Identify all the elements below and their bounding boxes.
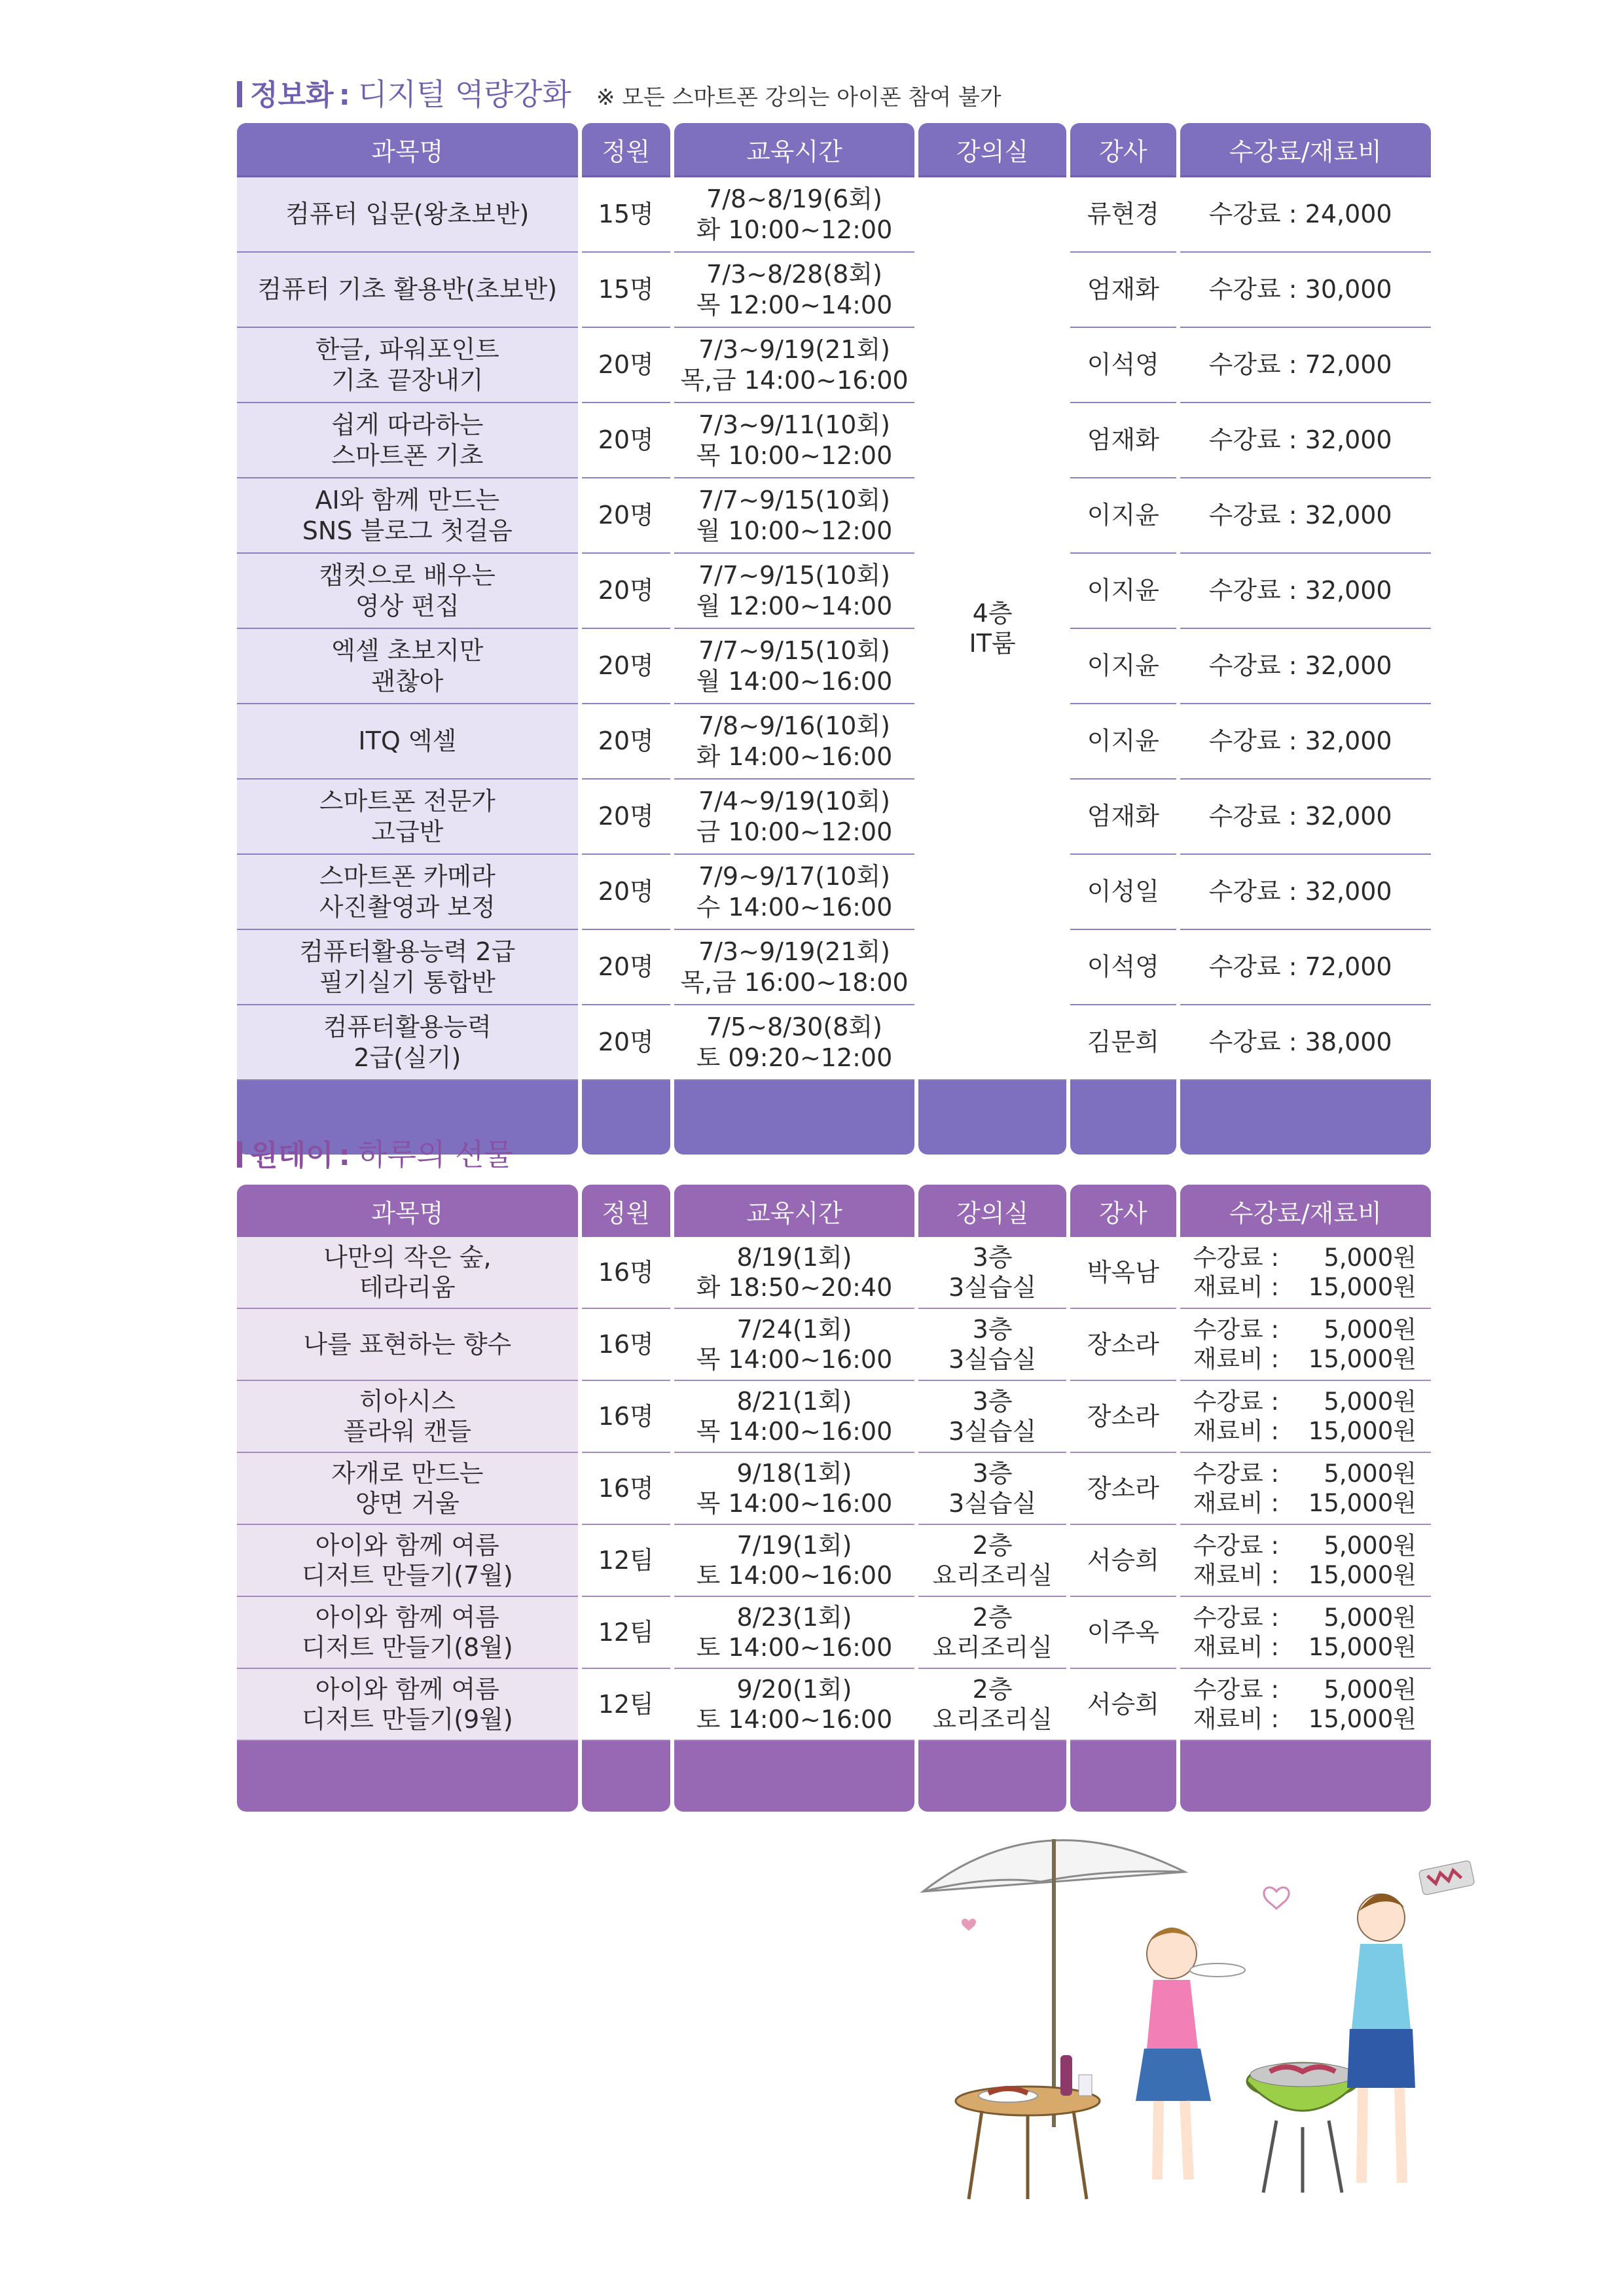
section1-table: [233, 123, 1435, 1155]
schedule: [674, 403, 914, 478]
fee-label: 수강료 :: [1193, 1243, 1280, 1272]
schedule-line: 금 10:00~12:00: [696, 817, 893, 846]
footer-cell: [674, 1741, 914, 1812]
classroom: [918, 1669, 1066, 1741]
course-name-line: 디저트 만들기(9월): [301, 1705, 513, 1734]
fee: 수강료 : 32,000: [1180, 780, 1431, 855]
schedule: [674, 478, 914, 554]
fee-label: 수강료 :: [1193, 1675, 1280, 1704]
footer-cell: [918, 1081, 1066, 1155]
schedule-line: 7/8~8/19(6회): [706, 185, 882, 214]
course-name: [237, 175, 578, 253]
classroom-line: 2층: [972, 1530, 1013, 1560]
capacity: 20명: [582, 554, 670, 629]
schedule-line: 월 12:00~14:00: [696, 591, 893, 620]
header-capacity: 정원: [582, 1185, 670, 1237]
course-name: [237, 780, 578, 855]
fee-label: 재료비 :: [1193, 1489, 1280, 1517]
fee-amount: 15,000원: [1308, 1705, 1416, 1733]
teacher: 엄재화: [1070, 253, 1176, 328]
fee-amount: 5,000원: [1324, 1387, 1416, 1416]
schedule: [674, 1381, 914, 1453]
course-name-line: 컴퓨터활용능력 2급: [299, 937, 516, 967]
course-name: [237, 554, 578, 629]
schedule: [674, 1237, 914, 1309]
classroom: [918, 1309, 1066, 1381]
teacher: 이지윤: [1070, 478, 1176, 554]
capacity: 16명: [582, 1381, 670, 1453]
course-name-line: 캡컷으로 배우는: [319, 561, 496, 590]
course-name-line: 나만의 작은 숲,: [323, 1242, 492, 1272]
capacity: 15명: [582, 253, 670, 328]
course-name: [237, 1237, 578, 1309]
schedule-line: 7/7~9/15(10회): [698, 561, 890, 590]
classroom: [918, 1597, 1066, 1669]
course-name-line: 디저트 만들기(7월): [301, 1561, 513, 1590]
title-bar-mark: [237, 81, 242, 107]
schedule-line: 목 14:00~16:00: [696, 1345, 893, 1374]
header-fee: 수강료/재료비: [1180, 123, 1431, 175]
capacity: 12팀: [582, 1525, 670, 1597]
header-capacity: 정원: [582, 123, 670, 175]
course-name: [237, 1381, 578, 1453]
schedule-line: 7/5~8/30(8회): [706, 1013, 882, 1042]
schedule-line: 목 12:00~14:00: [696, 290, 893, 319]
fee: 수강료 : 32,000: [1180, 478, 1431, 554]
course-name: [237, 403, 578, 478]
teacher: 이지윤: [1070, 704, 1176, 780]
schedule: [674, 704, 914, 780]
header-teacher: 강사: [1070, 1185, 1176, 1237]
classroom-line: 3층: [972, 1242, 1013, 1272]
table-row: [237, 1669, 1431, 1741]
course-name-line: 한글, 파워포인트: [315, 335, 499, 365]
schedule-line: 7/7~9/15(10회): [698, 486, 890, 515]
course-name: [237, 1453, 578, 1525]
teacher: 장소라: [1070, 1453, 1176, 1525]
fee: 수강료 : 32,000: [1180, 403, 1431, 478]
schedule: [674, 1597, 914, 1669]
course-name-line: 고급반: [371, 817, 444, 846]
table-row: [237, 780, 1431, 855]
course-name-line: 히아시스: [359, 1386, 456, 1416]
header-fee: 수강료/재료비: [1180, 1185, 1431, 1237]
section2-title-sub: 하루의 선물: [358, 1137, 513, 1172]
schedule-line: 9/18(1회): [736, 1458, 852, 1488]
course-name-line: 괜찮아: [371, 666, 444, 696]
classroom-line: 3층: [972, 1458, 1013, 1488]
fee-label: 재료비 :: [1193, 1345, 1280, 1373]
teacher: 김문희: [1070, 1005, 1176, 1081]
section2-header-row: [237, 1185, 1431, 1237]
section1-title-sub: 디지털 역량강화: [358, 77, 571, 112]
classroom-line: 요리조리실: [932, 1633, 1053, 1662]
fee-label: 수강료 :: [1193, 1387, 1280, 1416]
course-name-line: 컴퓨터 입문(왕초보반): [285, 200, 530, 229]
fee-amount: 15,000원: [1308, 1417, 1416, 1445]
table-row: [237, 403, 1431, 478]
fee-line: [1193, 1603, 1427, 1632]
table-row: [237, 328, 1431, 403]
table-row: [237, 1005, 1431, 1081]
course-name: [237, 704, 578, 780]
course-name-line: 컴퓨터활용능력: [323, 1013, 492, 1042]
course-name: [237, 930, 578, 1005]
course-name-line: 나를 표현하는 향수: [303, 1329, 512, 1359]
schedule-line: 목,금 14:00~16:00: [680, 365, 909, 395]
schedule: [674, 175, 914, 253]
schedule-line: 화 18:50~20:40: [696, 1273, 893, 1302]
classroom-line: 3실습실: [948, 1345, 1037, 1374]
classroom-line: 4층: [972, 598, 1013, 628]
classroom: [918, 175, 1066, 1081]
schedule-line: 7/9~9/17(10회): [698, 862, 890, 891]
schedule: [674, 930, 914, 1005]
schedule: [674, 554, 914, 629]
section2-title-strong: 원데이: [250, 1139, 334, 1172]
header-time: 교육시간: [674, 123, 914, 175]
fee: [1180, 1453, 1431, 1525]
fee-line: [1193, 1459, 1427, 1488]
fee: 수강료 : 30,000: [1180, 253, 1431, 328]
footer-cell: [582, 1081, 670, 1155]
fee-line: [1193, 1416, 1427, 1446]
schedule-line: 목 14:00~16:00: [696, 1489, 893, 1518]
title-bar-mark: [237, 1141, 242, 1168]
fee: 수강료 : 38,000: [1180, 1005, 1431, 1081]
course-name-line: 사진촬영과 보정: [319, 892, 496, 922]
schedule-line: 목,금 16:00~18:00: [680, 967, 909, 997]
footer-cell: [918, 1741, 1066, 1812]
fee: [1180, 1381, 1431, 1453]
course-name-line: 쉽게 따라하는: [331, 410, 484, 440]
schedule-line: 7/19(1회): [736, 1530, 852, 1560]
teacher: 서승희: [1070, 1669, 1176, 1741]
teacher: 엄재화: [1070, 403, 1176, 478]
classroom: [918, 1453, 1066, 1525]
course-name: [237, 478, 578, 554]
teacher: 류현경: [1070, 175, 1176, 253]
course-name-line: 스마트폰 카메라: [319, 862, 496, 891]
capacity: 12팀: [582, 1669, 670, 1741]
footer-cell: [1180, 1741, 1431, 1812]
course-name: [237, 1309, 578, 1381]
table-row: [237, 704, 1431, 780]
capacity: 20명: [582, 930, 670, 1005]
classroom: [918, 1525, 1066, 1597]
classroom-line: IT룸: [969, 629, 1016, 658]
classroom-line: 3실습실: [948, 1489, 1037, 1518]
schedule-line: 월 14:00~16:00: [696, 666, 893, 696]
fee-line: [1193, 1387, 1427, 1416]
fee: 수강료 : 72,000: [1180, 328, 1431, 403]
classroom-line: 2층: [972, 1602, 1013, 1632]
schedule: [674, 629, 914, 704]
teacher: 이석영: [1070, 328, 1176, 403]
teacher: 이석영: [1070, 930, 1176, 1005]
capacity: 20명: [582, 629, 670, 704]
fee-line: [1193, 1704, 1427, 1734]
classroom: [918, 1381, 1066, 1453]
table-row: [237, 1525, 1431, 1597]
table-row: [237, 855, 1431, 930]
schedule-line: 7/3~8/28(8회): [706, 260, 882, 289]
course-name-line: 디저트 만들기(8월): [301, 1633, 513, 1662]
schedule-line: 월 10:00~12:00: [696, 516, 893, 545]
capacity: 16명: [582, 1309, 670, 1381]
footer-cell: [1070, 1741, 1176, 1812]
fee: 수강료 : 32,000: [1180, 554, 1431, 629]
fee-label: 수강료 :: [1193, 1315, 1280, 1344]
schedule-line: 8/19(1회): [736, 1242, 852, 1272]
course-name: [237, 1005, 578, 1081]
table-row: [237, 253, 1431, 328]
course-name: [237, 629, 578, 704]
course-name-line: 스마트폰 기초: [331, 440, 484, 470]
schedule-line: 7/7~9/15(10회): [698, 636, 890, 666]
table-row: [237, 478, 1431, 554]
course-name: [237, 1525, 578, 1597]
schedule-line: 7/3~9/19(21회): [698, 937, 890, 967]
fee-line: [1193, 1243, 1427, 1272]
schedule-line: 토 14:00~16:00: [696, 1633, 893, 1662]
fee: 수강료 : 32,000: [1180, 704, 1431, 780]
header-course: 과목명: [237, 1185, 578, 1237]
section1-title: [237, 71, 1001, 114]
course-name-line: 기초 끝장내기: [331, 365, 484, 395]
schedule: [674, 855, 914, 930]
table-row: [237, 1381, 1431, 1453]
fee-line: [1193, 1560, 1427, 1590]
fee-line: [1193, 1488, 1427, 1518]
schedule: [674, 1309, 914, 1381]
course-name-line: 양면 거울: [355, 1489, 460, 1518]
course-name-line: 2급(실기): [353, 1043, 461, 1072]
table-row: [237, 1597, 1431, 1669]
course-name-line: 컴퓨터 기초 활용반(초보반): [257, 275, 558, 304]
classroom-line: 3실습실: [948, 1417, 1037, 1446]
schedule: [674, 1669, 914, 1741]
schedule-line: 7/3~9/19(21회): [698, 335, 890, 365]
table-row: [237, 1237, 1431, 1309]
capacity: 20명: [582, 704, 670, 780]
footer-cell: [1180, 1081, 1431, 1155]
section2-table: [233, 1185, 1435, 1812]
section2-title-colon: :: [338, 1139, 351, 1172]
fee-label: 수강료 :: [1193, 1531, 1280, 1560]
footer-cell: [674, 1081, 914, 1155]
course-name-line: 엑셀 초보지만: [331, 636, 484, 666]
course-name-line: 영상 편집: [355, 591, 460, 620]
classroom-line: 3층: [972, 1314, 1013, 1344]
fee-amount: 5,000원: [1324, 1603, 1416, 1632]
table-row: [237, 930, 1431, 1005]
table-row: [237, 1309, 1431, 1381]
course-name: [237, 328, 578, 403]
schedule: [674, 328, 914, 403]
schedule-line: 8/23(1회): [736, 1602, 852, 1632]
table-row: [237, 629, 1431, 704]
capacity: 15명: [582, 175, 670, 253]
capacity: 20명: [582, 1005, 670, 1081]
classroom-line: 3층: [972, 1386, 1013, 1416]
teacher: 엄재화: [1070, 780, 1176, 855]
table-footer-bar: [237, 1741, 1431, 1812]
fee-label: 수강료 :: [1193, 1459, 1280, 1488]
course-name-line: AI와 함께 만드는: [315, 486, 500, 515]
schedule-line: 화 14:00~16:00: [696, 742, 893, 771]
teacher: 이주옥: [1070, 1597, 1176, 1669]
fee-amount: 5,000원: [1324, 1243, 1416, 1272]
fee-amount: 5,000원: [1324, 1531, 1416, 1560]
header-teacher: 강사: [1070, 123, 1176, 175]
fee-label: 수강료 :: [1193, 1603, 1280, 1632]
schedule-line: 7/3~9/11(10회): [698, 410, 890, 440]
fee-label: 재료비 :: [1193, 1417, 1280, 1445]
header-room: 강의실: [918, 123, 1066, 175]
teacher: 장소라: [1070, 1309, 1176, 1381]
schedule-line: 토 09:20~12:00: [696, 1043, 893, 1072]
teacher: 이지윤: [1070, 554, 1176, 629]
section1-note: ※ 모든 스마트폰 강의는 아이폰 참여 불가: [596, 84, 1001, 111]
table-row: [237, 1453, 1431, 1525]
course-name-line: SNS 블로그 첫걸음: [302, 516, 513, 545]
fee-amount: 15,000원: [1308, 1633, 1416, 1661]
fee: 수강료 : 32,000: [1180, 629, 1431, 704]
classroom-line: 요리조리실: [932, 1705, 1053, 1734]
teacher: 박옥남: [1070, 1237, 1176, 1309]
fee: [1180, 1525, 1431, 1597]
course-name-line: 테라리움: [359, 1273, 456, 1302]
header-time: 교육시간: [674, 1185, 914, 1237]
fee-label: 재료비 :: [1193, 1561, 1280, 1589]
course-name-line: 아이와 함께 여름: [315, 1602, 499, 1632]
fee-line: [1193, 1344, 1427, 1374]
classroom: [918, 1237, 1066, 1309]
fee: [1180, 1237, 1431, 1309]
course-name-line: 플라워 캔들: [343, 1417, 472, 1446]
schedule-line: 7/8~9/16(10회): [698, 711, 890, 741]
course-name: [237, 855, 578, 930]
course-name-line: 자개로 만드는: [331, 1458, 484, 1488]
course-name-line: 아이와 함께 여름: [315, 1530, 499, 1560]
schedule: [674, 1453, 914, 1525]
capacity: 12팀: [582, 1597, 670, 1669]
course-name: [237, 1669, 578, 1741]
fee-label: 재료비 :: [1193, 1633, 1280, 1661]
course-name: [237, 253, 578, 328]
teacher: 이성일: [1070, 855, 1176, 930]
capacity: 20명: [582, 855, 670, 930]
footer-cell: [237, 1741, 578, 1812]
course-name-line: 아이와 함께 여름: [315, 1674, 499, 1704]
fee-amount: 15,000원: [1308, 1273, 1416, 1301]
fee-line: [1193, 1272, 1427, 1302]
fee: [1180, 1669, 1431, 1741]
teacher: 장소라: [1070, 1381, 1176, 1453]
schedule-line: 9/20(1회): [736, 1674, 852, 1704]
section1-title-colon: :: [338, 79, 351, 112]
schedule: [674, 253, 914, 328]
schedule-line: 화 10:00~12:00: [696, 215, 893, 244]
fee-amount: 15,000원: [1308, 1345, 1416, 1373]
fee-amount: 5,000원: [1324, 1315, 1416, 1344]
header-room: 강의실: [918, 1185, 1066, 1237]
fee: 수강료 : 32,000: [1180, 855, 1431, 930]
schedule-line: 8/21(1회): [736, 1386, 852, 1416]
fee: 수강료 : 24,000: [1180, 175, 1431, 253]
schedule: [674, 1525, 914, 1597]
course-name-line: 필기실기 통합반: [319, 967, 496, 997]
fee-line: [1193, 1632, 1427, 1662]
fee-label: 재료비 :: [1193, 1705, 1280, 1733]
table-row: [237, 554, 1431, 629]
fee-amount: 5,000원: [1324, 1675, 1416, 1704]
capacity: 16명: [582, 1237, 670, 1309]
schedule: [674, 780, 914, 855]
bbq-illustration: [910, 1813, 1486, 2206]
fee-amount: 15,000원: [1308, 1489, 1416, 1517]
fee-line: [1193, 1531, 1427, 1560]
schedule-line: 토 14:00~16:00: [696, 1705, 893, 1734]
schedule-line: 목 14:00~16:00: [696, 1417, 893, 1446]
section1-title-strong: 정보화: [250, 79, 334, 112]
teacher: 이지윤: [1070, 629, 1176, 704]
schedule-line: 7/24(1회): [736, 1314, 852, 1344]
header-course: 과목명: [237, 123, 578, 175]
section2-title: [237, 1131, 513, 1174]
fee: 수강료 : 72,000: [1180, 930, 1431, 1005]
fee: [1180, 1309, 1431, 1381]
fee-line: [1193, 1315, 1427, 1344]
schedule-line: 토 14:00~16:00: [696, 1561, 893, 1590]
footer-cell: [582, 1741, 670, 1812]
capacity: 16명: [582, 1453, 670, 1525]
capacity: 20명: [582, 478, 670, 554]
classroom-line: 3실습실: [948, 1273, 1037, 1302]
fee-label: 재료비 :: [1193, 1273, 1280, 1301]
table-row: [237, 175, 1431, 253]
footer-cell: [1070, 1081, 1176, 1155]
schedule-line: 7/4~9/19(10회): [698, 787, 890, 816]
schedule-line: 수 14:00~16:00: [696, 892, 893, 922]
fee-amount: 5,000원: [1324, 1459, 1416, 1488]
capacity: 20명: [582, 328, 670, 403]
teacher: 서승희: [1070, 1525, 1176, 1597]
course-name-line: 스마트폰 전문가: [319, 787, 496, 816]
course-name-line: ITQ 엑셀: [358, 726, 457, 756]
course-name: [237, 1597, 578, 1669]
classroom-line: 요리조리실: [932, 1561, 1053, 1590]
fee-amount: 15,000원: [1308, 1561, 1416, 1589]
schedule-line: 목 10:00~12:00: [696, 440, 893, 470]
capacity: 20명: [582, 780, 670, 855]
section1-header-row: [237, 123, 1431, 175]
classroom-line: 2층: [972, 1674, 1013, 1704]
capacity: 20명: [582, 403, 670, 478]
fee: [1180, 1597, 1431, 1669]
schedule: [674, 1005, 914, 1081]
fee-line: [1193, 1675, 1427, 1704]
